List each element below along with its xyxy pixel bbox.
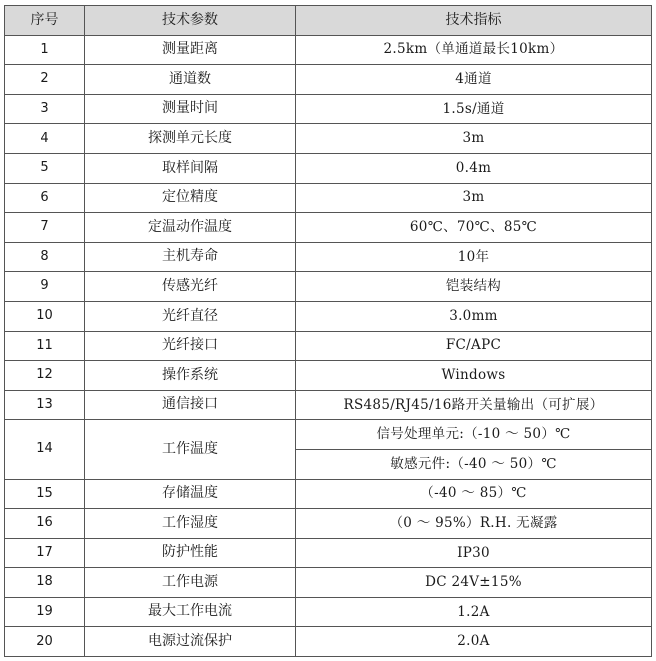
row-index: 20 — [5, 627, 85, 657]
row-index: 5 — [5, 153, 85, 183]
table-row — [5, 538, 652, 568]
row-index: 12 — [5, 361, 85, 391]
row-specification: FC/APC — [296, 331, 652, 361]
row-specification: 1.5s/通道 — [296, 94, 652, 124]
row-index: 7 — [5, 213, 85, 243]
table-row — [5, 420, 652, 450]
table-row — [5, 390, 652, 420]
row-index: 11 — [5, 331, 85, 361]
table-row — [5, 94, 652, 124]
header-index: 序号 — [5, 6, 85, 36]
table-row — [5, 35, 652, 65]
row-specification: 3.0mm — [296, 301, 652, 331]
row-index: 16 — [5, 509, 85, 539]
table-row — [5, 65, 652, 95]
header-parameter: 技术参数 — [85, 6, 296, 36]
table-row — [5, 568, 652, 598]
row-index: 8 — [5, 242, 85, 272]
row-index: 2 — [5, 65, 85, 95]
row-specification: IP30 — [296, 538, 652, 568]
row-specification: 60℃、70℃、85℃ — [296, 213, 652, 243]
header-specification: 技术指标 — [296, 6, 652, 36]
row-parameter: 测量距离 — [85, 35, 296, 65]
row-parameter: 光纤直径 — [85, 301, 296, 331]
table-body — [5, 35, 652, 656]
row-index: 4 — [5, 124, 85, 154]
spec-table — [4, 5, 652, 657]
row-specification: 2.5km（单通道最长10km） — [296, 35, 652, 65]
row-parameter: 工作电源 — [85, 568, 296, 598]
row-specification: 2.0A — [296, 627, 652, 657]
table-row — [5, 331, 652, 361]
row-parameter: 操作系统 — [85, 361, 296, 391]
row-specification: 信号处理单元:（-10 ～ 50）℃ — [296, 420, 652, 450]
row-parameter: 光纤接口 — [85, 331, 296, 361]
table-row — [5, 509, 652, 539]
row-specification: 铠装结构 — [296, 272, 652, 302]
row-specification: 敏感元件:（-40 ～ 50）℃ — [296, 449, 652, 479]
row-specification: 4通道 — [296, 65, 652, 95]
row-index: 18 — [5, 568, 85, 598]
row-specification: 3m — [296, 183, 652, 213]
row-parameter: 电源过流保护 — [85, 627, 296, 657]
row-index: 1 — [5, 35, 85, 65]
row-parameter: 存储温度 — [85, 479, 296, 509]
row-parameter: 主机寿命 — [85, 242, 296, 272]
table-row — [5, 627, 652, 657]
row-index: 13 — [5, 390, 85, 420]
row-index: 3 — [5, 94, 85, 124]
row-parameter: 防护性能 — [85, 538, 296, 568]
row-index: 6 — [5, 183, 85, 213]
table-row — [5, 479, 652, 509]
row-index: 14 — [5, 420, 85, 479]
row-parameter: 定温动作温度 — [85, 213, 296, 243]
row-specification: RS485/RJ45/16路开关量输出（可扩展） — [296, 390, 652, 420]
row-specification: DC 24V±15% — [296, 568, 652, 598]
row-specification: Windows — [296, 361, 652, 391]
table-row — [5, 153, 652, 183]
table-row — [5, 301, 652, 331]
row-index: 15 — [5, 479, 85, 509]
row-parameter: 探测单元长度 — [85, 124, 296, 154]
row-parameter: 工作湿度 — [85, 509, 296, 539]
table-row — [5, 272, 652, 302]
row-specification: （-40 ～ 85）℃ — [296, 479, 652, 509]
row-parameter: 测量时间 — [85, 94, 296, 124]
row-index: 19 — [5, 597, 85, 627]
row-parameter: 定位精度 — [85, 183, 296, 213]
row-index: 17 — [5, 538, 85, 568]
row-specification: （0 ～ 95%）R.H. 无凝露 — [296, 509, 652, 539]
row-parameter: 工作温度 — [85, 420, 296, 479]
table-row — [5, 242, 652, 272]
row-parameter: 通道数 — [85, 65, 296, 95]
table-header — [5, 6, 652, 36]
table-row — [5, 124, 652, 154]
row-specification: 1.2A — [296, 597, 652, 627]
table-row — [5, 597, 652, 627]
row-parameter: 最大工作电流 — [85, 597, 296, 627]
row-specification: 10年 — [296, 242, 652, 272]
header-row — [5, 6, 652, 36]
table-row — [5, 361, 652, 391]
row-parameter: 通信接口 — [85, 390, 296, 420]
row-index: 9 — [5, 272, 85, 302]
row-index: 10 — [5, 301, 85, 331]
row-parameter: 取样间隔 — [85, 153, 296, 183]
row-parameter: 传感光纤 — [85, 272, 296, 302]
table-row — [5, 183, 652, 213]
row-specification: 3m — [296, 124, 652, 154]
row-specification: 0.4m — [296, 153, 652, 183]
table-row — [5, 213, 652, 243]
